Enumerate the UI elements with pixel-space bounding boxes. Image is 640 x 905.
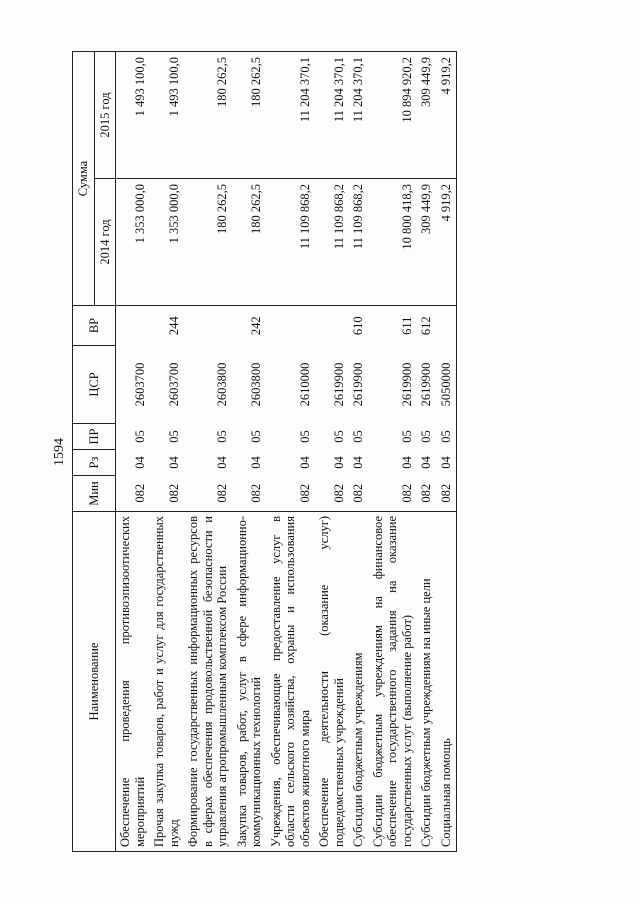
row-rz: 04	[351, 456, 365, 469]
table-body	[116, 52, 457, 852]
row-sum-2014: 1 353 000,0	[150, 179, 184, 306]
table-row	[349, 52, 369, 852]
table-row	[150, 52, 184, 852]
table-row	[184, 52, 233, 852]
row-min: 082	[417, 476, 437, 512]
table-header	[73, 52, 116, 852]
page-number: 1594	[52, 438, 67, 466]
row-sum-2015: 4 919,2	[437, 52, 457, 179]
row-pr: 05	[331, 430, 346, 443]
table-row	[267, 52, 316, 852]
header-name: Наименование	[73, 512, 116, 852]
row-min: 082	[437, 476, 457, 512]
row-vr: 612	[417, 306, 437, 346]
header-csr: ЦСР	[73, 346, 116, 424]
row-sum-2014: 11 109 868,2	[315, 179, 349, 306]
row-pr: 05	[215, 430, 229, 443]
row-sum-2015: 1 493 100,0	[116, 52, 151, 179]
row-sum-2014: 180 262,5	[184, 179, 233, 306]
row-vr	[315, 306, 349, 346]
row-sum-2015: 11 204 370,1	[349, 52, 369, 179]
row-name: Субсидии бюджетным учреждениям на иные цели	[417, 512, 437, 852]
row-rz: 04	[437, 450, 457, 476]
header-vr: ВР	[73, 306, 116, 346]
row-vr: 610	[349, 306, 369, 346]
row-vr: 242	[233, 306, 267, 346]
header-min: Мин	[73, 476, 116, 512]
row-pr: 05	[132, 430, 147, 443]
table-row	[116, 52, 151, 852]
row-name: Обеспечение проведения противоэпизоотических мероприятий	[116, 512, 151, 852]
row-sum-2014: 309 449,9	[417, 179, 437, 306]
row-min: 082	[184, 476, 233, 512]
row-vr	[437, 306, 457, 346]
row-pr: 05	[249, 430, 263, 443]
row-pr: 05	[297, 430, 312, 443]
row-vr	[184, 306, 233, 346]
row-sum-2014: 11 109 868,2	[349, 179, 369, 306]
row-rz: 04	[249, 456, 263, 469]
table-row	[417, 52, 437, 852]
row-rz: 04	[132, 456, 147, 469]
header-pr: ПР	[73, 424, 116, 450]
row-csr: 2603700	[132, 362, 147, 407]
row-sum-2014: 4 919,2	[437, 179, 457, 306]
row-pr: 05	[419, 430, 433, 443]
header-sum: Сумма	[73, 52, 95, 306]
row-csr: 2603700	[166, 362, 181, 407]
row-name: Обеспечение деятельности (оказание услуг) подведомственных учреждений	[315, 512, 349, 852]
row-sum-2015: 1 493 100,0	[150, 52, 184, 179]
row-name: Прочая закупка товаров, работ и услуг для государственных нужд	[150, 512, 184, 852]
row-min: 082	[116, 476, 151, 512]
row-sum-2015: 180 262,5	[184, 52, 233, 179]
row-name: Учреждения, обеспечивающие предоставление услуг в области сельского хозяйства, охраны и использования объектов животного мира	[267, 512, 316, 852]
header-year-2015: 2015 год	[94, 52, 116, 179]
row-rz: 04	[297, 456, 312, 469]
header-rz: Рз	[73, 450, 116, 476]
row-sum-2015: 10 894 920,2	[369, 52, 418, 179]
row-sum-2014: 11 109 868,2	[267, 179, 316, 306]
row-pr: 05	[399, 430, 414, 443]
row-rz: 04	[419, 456, 433, 469]
row-name: Субсидии бюджетным учреждениям	[349, 512, 369, 852]
row-rz: 04	[399, 456, 414, 469]
table-row	[437, 52, 457, 852]
rotated-sheet	[52, 52, 572, 852]
row-name: Социальная помощь	[437, 512, 457, 852]
budget-table	[72, 51, 457, 852]
row-csr: 2619900	[331, 362, 346, 407]
row-sum-2015: 11 204 370,1	[267, 52, 316, 179]
row-csr: 2619900	[399, 362, 414, 407]
row-min: 082	[315, 476, 349, 512]
row-min: 082	[349, 476, 369, 512]
row-sum-2015: 309 449,9	[417, 52, 437, 179]
row-name: Субсидии бюджетным учреждениям на финансовое обеспечение государственного задания на оказание государственных услуг (выполнение работ)	[369, 512, 418, 852]
row-vr	[116, 306, 151, 346]
row-rz: 04	[166, 456, 181, 469]
row-name: Формирование государственных информационных ресурсов в сферах обеспечения продовольственной безопасности и управления агропромышленным комплексом России	[184, 512, 233, 852]
row-min: 082	[267, 476, 316, 512]
row-csr: 2610000	[297, 362, 312, 407]
row-pr: 05	[166, 430, 181, 443]
row-sum-2014: 10 800 418,3	[369, 179, 418, 306]
header-year-2014: 2014 год	[94, 179, 116, 306]
row-csr: 2619900	[351, 362, 365, 407]
row-sum-2015: 180 262,5	[233, 52, 267, 179]
row-pr: 05	[437, 424, 457, 450]
row-csr: 2603800	[249, 362, 263, 407]
row-name: Закупка товаров, работ, услуг в сфере информационно-коммуникационных технологий	[233, 512, 267, 852]
table-row	[369, 52, 418, 852]
row-csr: 2603800	[215, 362, 229, 407]
row-csr: 2619900	[419, 362, 433, 407]
row-pr: 05	[351, 430, 365, 443]
row-sum-2015: 11 204 370,1	[315, 52, 349, 179]
row-vr: 244	[150, 306, 184, 346]
row-csr: 5050000	[437, 346, 457, 424]
row-vr	[267, 306, 316, 346]
table-row	[315, 52, 349, 852]
row-rz: 04	[215, 456, 229, 469]
row-min: 082	[233, 476, 267, 512]
row-min: 082	[150, 476, 184, 512]
row-vr: 611	[369, 306, 418, 346]
row-min: 082	[369, 476, 418, 512]
table-row	[233, 52, 267, 852]
row-rz: 04	[331, 456, 346, 469]
row-sum-2014: 180 262,5	[233, 179, 267, 306]
row-sum-2014: 1 353 000,0	[116, 179, 151, 306]
